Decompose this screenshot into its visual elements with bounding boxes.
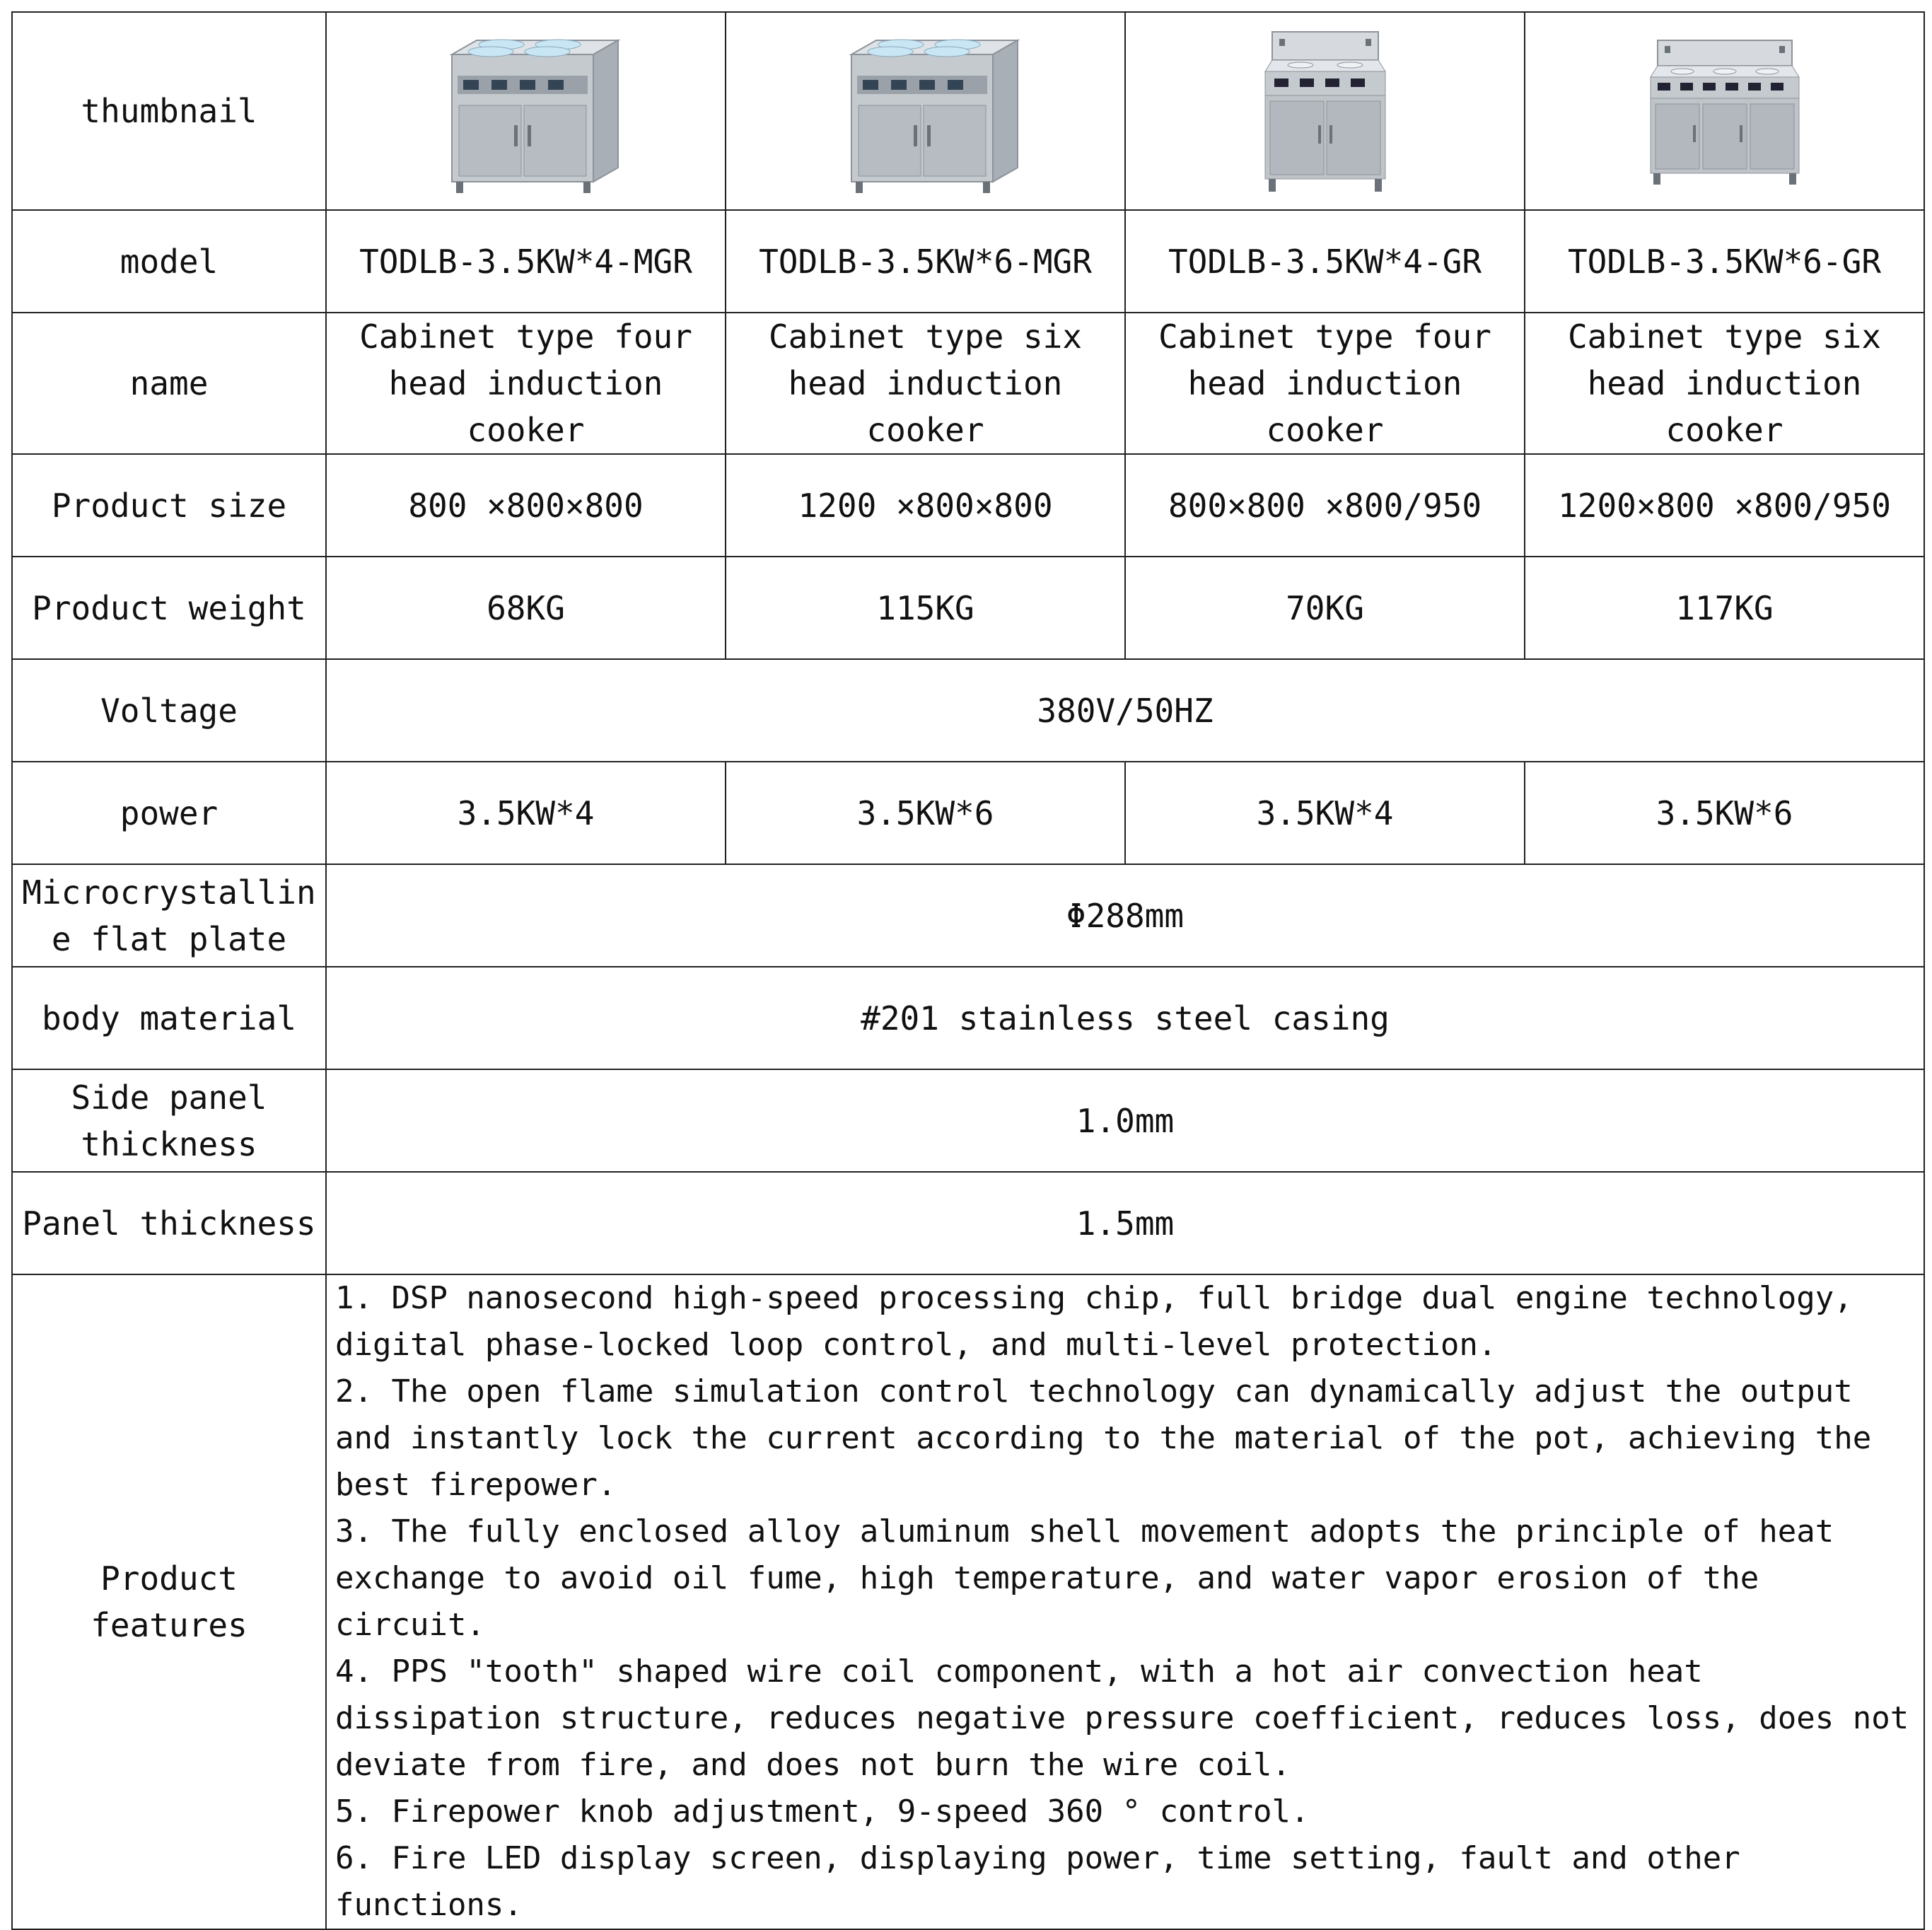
weight-cell-4: 117KG xyxy=(1525,557,1924,659)
label-thumbnail: thumbnail xyxy=(12,12,326,210)
row-plate xyxy=(12,864,1924,967)
size-cell-3: 800×800 ×800/950 xyxy=(1125,454,1525,557)
thumbnail-cell-2 xyxy=(726,12,1125,210)
weight-cell-1: 68KG xyxy=(326,557,726,659)
voltage-value: 380V/50HZ xyxy=(326,659,1924,762)
row-model xyxy=(12,210,1924,313)
thumbnail-cell-4 xyxy=(1525,12,1924,210)
name-cell-4: Cabinet type six head induction cooker xyxy=(1525,313,1924,454)
feature-item-5: 5. Firepower knob adjustment, 9-speed 360 ° control. xyxy=(335,1794,1310,1830)
plate-value: Φ288mm xyxy=(326,864,1924,967)
backsplash-cabinet-cooker-icon xyxy=(1240,26,1410,196)
feature-item-3: 3. The fully enclosed alloy aluminum shell movement adopts the principle of heat exchange to avoid oil fume, high temperature, and water vapor erosion of the circuit. xyxy=(335,1513,1834,1643)
feature-item-4: 4. PPS "tooth" shaped wire coil component, with a hot air convection heat dissipation structure, reduces negative pressure coefficient, reduces loss, does not deviate from fire, and does not burn the wire coil. xyxy=(335,1653,1909,1783)
row-size xyxy=(12,454,1924,557)
row-thumbnail xyxy=(12,12,1924,210)
size-cell-4: 1200×800 ×800/950 xyxy=(1525,454,1924,557)
weight-cell-2: 115KG xyxy=(726,557,1125,659)
label-power: power xyxy=(12,762,326,864)
panel-value: 1.5mm xyxy=(326,1172,1924,1274)
body-material-value: #201 stainless steel casing xyxy=(326,967,1924,1069)
power-cell-3: 3.5KW*4 xyxy=(1125,762,1525,864)
feature-item-1: 1. DSP nanosecond high-speed processing chip, full bridge dual engine technology, digital phase-locked loop control, and multi-level protection. xyxy=(335,1280,1853,1363)
row-side-panel xyxy=(12,1069,1924,1172)
spec-table xyxy=(11,11,1925,1930)
label-weight: Product weight xyxy=(12,557,326,659)
model-cell-3: TODLB-3.5KW*4-GR xyxy=(1125,210,1525,313)
backsplash-six-burner-cooker-icon xyxy=(1636,33,1813,189)
thumbnail-cell-1 xyxy=(326,12,726,210)
power-cell-4: 3.5KW*6 xyxy=(1525,762,1924,864)
power-cell-2: 3.5KW*6 xyxy=(726,762,1125,864)
name-cell-2: Cabinet type six head induction cooker xyxy=(726,313,1125,454)
four-burner-cabinet-cooker-icon xyxy=(823,26,1028,196)
feature-item-2: 2. The open flame simulation control technology can dynamically adjust the output and instantly lock the current according to the material of the pot, achieving the best firepower. xyxy=(335,1373,1872,1503)
row-weight xyxy=(12,557,1924,659)
model-cell-4: TODLB-3.5KW*6-GR xyxy=(1525,210,1924,313)
name-cell-1: Cabinet type four head induction cooker xyxy=(326,313,726,454)
label-body-material: body material xyxy=(12,967,326,1069)
row-panel xyxy=(12,1172,1924,1274)
label-size: Product size xyxy=(12,454,326,557)
name-cell-3: Cabinet type four head induction cooker xyxy=(1125,313,1525,454)
label-panel: Panel thickness xyxy=(12,1172,326,1274)
label-plate: Microcrystalline flat plate xyxy=(12,864,326,967)
row-voltage xyxy=(12,659,1924,762)
row-body-material xyxy=(12,967,1924,1069)
row-power xyxy=(12,762,1924,864)
row-name xyxy=(12,313,1924,454)
model-cell-2: TODLB-3.5KW*6-MGR xyxy=(726,210,1125,313)
label-side-panel: Side panel thickness xyxy=(12,1069,326,1172)
label-name: name xyxy=(12,313,326,454)
label-voltage: Voltage xyxy=(12,659,326,762)
feature-item-6: 6. Fire LED display screen, displaying power, time setting, fault and other functions. xyxy=(335,1840,1740,1923)
thumbnail-cell-3 xyxy=(1125,12,1525,210)
four-burner-cabinet-cooker-icon xyxy=(424,26,629,196)
features-cell xyxy=(326,1274,1924,1929)
side-panel-value: 1.0mm xyxy=(326,1069,1924,1172)
model-cell-1: TODLB-3.5KW*4-MGR xyxy=(326,210,726,313)
label-model: model xyxy=(12,210,326,313)
size-cell-2: 1200 ×800×800 xyxy=(726,454,1125,557)
row-features xyxy=(12,1274,1924,1929)
label-features: Product features xyxy=(12,1274,326,1929)
size-cell-1: 800 ×800×800 xyxy=(326,454,726,557)
power-cell-1: 3.5KW*4 xyxy=(326,762,726,864)
weight-cell-3: 70KG xyxy=(1125,557,1525,659)
